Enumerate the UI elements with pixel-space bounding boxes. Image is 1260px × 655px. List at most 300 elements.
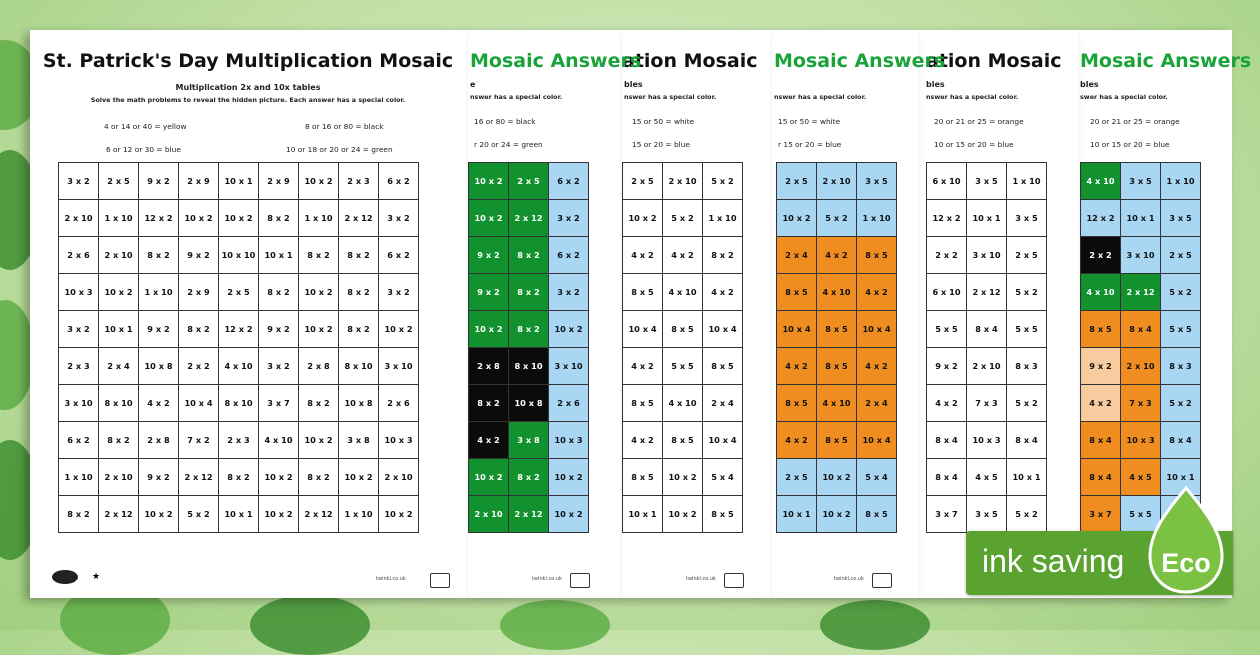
grid-cell: 10 x 2 bbox=[139, 496, 179, 533]
grid-cell: 2 x 8 bbox=[469, 348, 509, 385]
grid-row bbox=[59, 496, 419, 533]
grid-cell: 1 x 10 bbox=[59, 459, 99, 496]
grid-cell: 1 x 10 bbox=[703, 200, 743, 237]
grid-cell: 8 x 2 bbox=[299, 237, 339, 274]
grid-row bbox=[469, 348, 589, 385]
grid-cell: 2 x 10 bbox=[99, 237, 139, 274]
grid-cell: 10 x 1 bbox=[777, 496, 817, 533]
legend-item: 4 or 14 or 40 = yellow bbox=[104, 122, 187, 131]
legend-item: r 20 or 24 = green bbox=[474, 140, 543, 149]
grid-cell: 10 x 2 bbox=[469, 163, 509, 200]
grid-cell: 8 x 5 bbox=[663, 422, 703, 459]
grid-row bbox=[927, 237, 1047, 274]
grid-cell: 9 x 2 bbox=[179, 237, 219, 274]
grid-cell: 2 x 10 bbox=[817, 163, 857, 200]
grid-cell: 2 x 4 bbox=[777, 237, 817, 274]
grid-cell: 9 x 2 bbox=[1081, 348, 1121, 385]
grid-cell: 8 x 10 bbox=[339, 348, 379, 385]
grid-cell: 12 x 2 bbox=[1081, 200, 1121, 237]
sheet-instructions: Solve the math problems to reveal the hidden picture. Each answer has a special color. bbox=[90, 96, 406, 104]
grid-cell: 10 x 4 bbox=[857, 422, 897, 459]
grid-row bbox=[927, 496, 1047, 533]
grid-cell: 8 x 2 bbox=[299, 459, 339, 496]
answer-grid bbox=[468, 162, 589, 533]
grid-cell: 2 x 5 bbox=[623, 163, 663, 200]
grid-row bbox=[59, 200, 419, 237]
grid-cell: 4 x 10 bbox=[1081, 163, 1121, 200]
grid-row bbox=[777, 459, 897, 496]
grid-cell: 8 x 2 bbox=[299, 385, 339, 422]
grid-cell: 8 x 2 bbox=[259, 200, 299, 237]
sheet-footer: twinkl.co.uk bbox=[686, 576, 716, 582]
grid-cell: 2 x 12 bbox=[339, 200, 379, 237]
legend-item: 15 or 20 = blue bbox=[632, 140, 690, 149]
grid-row bbox=[927, 422, 1047, 459]
grid-cell: 8 x 2 bbox=[509, 459, 549, 496]
grid-cell: 10 x 2 bbox=[259, 496, 299, 533]
grid-cell: 8 x 2 bbox=[509, 237, 549, 274]
grid-cell: 10 x 2 bbox=[663, 496, 703, 533]
grid-row bbox=[1081, 163, 1201, 200]
eco-label: Eco bbox=[1161, 548, 1211, 578]
grid-cell: 4 x 2 bbox=[469, 422, 509, 459]
grid-cell: 3 x 5 bbox=[967, 496, 1007, 533]
grid-row bbox=[59, 385, 419, 422]
sheet-title: Mosaic Answers bbox=[470, 50, 642, 72]
ink-saving-label: ink saving bbox=[982, 543, 1125, 579]
grid-cell: 4 x 2 bbox=[857, 348, 897, 385]
grid-cell: 8 x 2 bbox=[99, 422, 139, 459]
grid-cell: 2 x 9 bbox=[259, 163, 299, 200]
grid-cell: 10 x 8 bbox=[509, 385, 549, 422]
grid-cell: 8 x 5 bbox=[777, 385, 817, 422]
grid-cell: 10 x 1 bbox=[219, 163, 259, 200]
grid-cell: 8 x 2 bbox=[703, 237, 743, 274]
grid-cell: 8 x 5 bbox=[703, 348, 743, 385]
grid-cell: 10 x 2 bbox=[817, 459, 857, 496]
grid-cell: 3 x 2 bbox=[379, 274, 419, 311]
grid-cell: 9 x 2 bbox=[139, 163, 179, 200]
grid-cell: 10 x 2 bbox=[219, 200, 259, 237]
grid-cell: 10 x 1 bbox=[1121, 200, 1161, 237]
grid-row bbox=[469, 274, 589, 311]
sheet-instructions: nswer has a special color. bbox=[624, 93, 717, 101]
grid-row bbox=[623, 274, 743, 311]
grid-cell: 10 x 2 bbox=[379, 311, 419, 348]
grid-row bbox=[1081, 200, 1201, 237]
sheet-title: Mosaic Answers bbox=[774, 50, 946, 72]
legend-item: 20 or 21 or 25 = orange bbox=[934, 117, 1024, 126]
grid-cell: 2 x 2 bbox=[1081, 237, 1121, 274]
grid-cell: 2 x 12 bbox=[299, 496, 339, 533]
grid-cell: 2 x 3 bbox=[339, 163, 379, 200]
grid-row bbox=[927, 163, 1047, 200]
grid-row bbox=[927, 200, 1047, 237]
grid-row bbox=[777, 348, 897, 385]
grid-cell: 10 x 4 bbox=[777, 311, 817, 348]
grid-cell: 10 x 2 bbox=[469, 311, 509, 348]
mosaic-grid bbox=[622, 162, 743, 533]
grid-cell: 8 x 2 bbox=[219, 459, 259, 496]
grid-cell: 8 x 5 bbox=[1081, 311, 1121, 348]
grid-cell: 2 x 5 bbox=[219, 274, 259, 311]
grid-cell: 4 x 5 bbox=[967, 459, 1007, 496]
grid-cell: 8 x 4 bbox=[1081, 422, 1121, 459]
grid-cell: 10 x 2 bbox=[623, 200, 663, 237]
grid-cell: 3 x 5 bbox=[1161, 200, 1201, 237]
grid-cell: 10 x 3 bbox=[379, 422, 419, 459]
grid-row bbox=[777, 274, 897, 311]
twinkl-logo-icon bbox=[570, 573, 590, 588]
grid-cell: 2 x 10 bbox=[1121, 348, 1161, 385]
grid-cell: 2 x 2 bbox=[179, 348, 219, 385]
grid-cell: 3 x 2 bbox=[259, 348, 299, 385]
grid-row bbox=[777, 496, 897, 533]
grid-cell: 3 x 5 bbox=[1007, 200, 1047, 237]
grid-cell: 5 x 4 bbox=[857, 459, 897, 496]
grid-cell: 8 x 2 bbox=[339, 274, 379, 311]
legend-item: 10 or 15 or 20 = blue bbox=[1090, 140, 1170, 149]
grid-cell: 8 x 10 bbox=[509, 348, 549, 385]
grid-row bbox=[777, 422, 897, 459]
grid-row bbox=[777, 237, 897, 274]
grid-cell: 8 x 4 bbox=[927, 422, 967, 459]
grid-cell: 10 x 1 bbox=[1161, 459, 1201, 496]
grid-cell: 10 x 1 bbox=[623, 496, 663, 533]
grid-cell: 10 x 8 bbox=[339, 385, 379, 422]
grid-cell: 8 x 5 bbox=[817, 348, 857, 385]
sheet-line: bles bbox=[1080, 80, 1099, 89]
grid-cell: 3 x 5 bbox=[857, 163, 897, 200]
grid-cell: 10 x 2 bbox=[549, 459, 589, 496]
grid-cell: 10 x 3 bbox=[967, 422, 1007, 459]
sheet-footer: twinkl.co.uk bbox=[532, 576, 562, 582]
grid-cell: 2 x 5 bbox=[1007, 237, 1047, 274]
grid-cell: 1 x 10 bbox=[139, 274, 179, 311]
grid-cell: 3 x 10 bbox=[549, 348, 589, 385]
grid-cell: 9 x 2 bbox=[927, 348, 967, 385]
grid-cell: 4 x 10 bbox=[817, 274, 857, 311]
legend-item: 15 or 50 = white bbox=[778, 117, 841, 126]
grid-row bbox=[777, 163, 897, 200]
grid-cell: 8 x 4 bbox=[1161, 422, 1201, 459]
grid-cell: 4 x 2 bbox=[817, 237, 857, 274]
grid-cell: 4 x 10 bbox=[663, 385, 703, 422]
grid-cell: 3 x 2 bbox=[549, 274, 589, 311]
grid-cell: 3 x 5 bbox=[967, 163, 1007, 200]
grid-cell: 2 x 6 bbox=[549, 385, 589, 422]
grid-cell: 7 x 3 bbox=[967, 385, 1007, 422]
grid-cell: 6 x 2 bbox=[379, 163, 419, 200]
grid-cell: 10 x 4 bbox=[179, 385, 219, 422]
sheet-title: ation Mosaic bbox=[926, 50, 1062, 72]
grid-cell: 2 x 4 bbox=[857, 385, 897, 422]
grid-cell: 2 x 5 bbox=[509, 163, 549, 200]
grid-cell: 8 x 5 bbox=[623, 385, 663, 422]
grid-cell: 2 x 12 bbox=[967, 274, 1007, 311]
grid-row bbox=[59, 311, 419, 348]
grid-row bbox=[777, 200, 897, 237]
grid-cell: 8 x 2 bbox=[509, 311, 549, 348]
grid-cell: 4 x 2 bbox=[857, 274, 897, 311]
grid-row bbox=[623, 385, 743, 422]
grid-cell: 2 x 12 bbox=[509, 200, 549, 237]
sheet-line: bles bbox=[624, 80, 643, 89]
grid-cell: 1 x 10 bbox=[1161, 163, 1201, 200]
grid-cell: 3 x 10 bbox=[379, 348, 419, 385]
grid-cell: 2 x 6 bbox=[59, 237, 99, 274]
mosaic-grid bbox=[58, 162, 419, 533]
grid-row bbox=[469, 385, 589, 422]
grid-cell: 9 x 2 bbox=[259, 311, 299, 348]
grid-cell: 1 x 10 bbox=[99, 200, 139, 237]
grid-cell: 2 x 10 bbox=[99, 459, 139, 496]
grid-cell: 2 x 12 bbox=[99, 496, 139, 533]
twinkl-logo-icon bbox=[52, 570, 78, 584]
grid-cell: 1 x 10 bbox=[299, 200, 339, 237]
grid-row bbox=[1081, 311, 1201, 348]
grid-row bbox=[623, 422, 743, 459]
grid-cell: 4 x 10 bbox=[219, 348, 259, 385]
grid-cell: 4 x 2 bbox=[663, 237, 703, 274]
legend-item: 10 or 18 or 20 or 24 = green bbox=[286, 145, 393, 154]
grid-cell: 8 x 3 bbox=[1007, 348, 1047, 385]
grid-cell: 5 x 5 bbox=[663, 348, 703, 385]
grid-cell: 10 x 2 bbox=[259, 459, 299, 496]
grid-cell: 3 x 2 bbox=[59, 163, 99, 200]
grid-cell: 2 x 5 bbox=[777, 459, 817, 496]
grid-cell: 4 x 2 bbox=[927, 385, 967, 422]
star-icon: ★ bbox=[92, 572, 101, 582]
grid-cell: 12 x 2 bbox=[927, 200, 967, 237]
grid-cell: 2 x 4 bbox=[99, 348, 139, 385]
grid-cell: 4 x 2 bbox=[703, 274, 743, 311]
grid-cell: 10 x 1 bbox=[967, 200, 1007, 237]
eco-leaf-icon bbox=[1148, 486, 1224, 596]
grid-cell: 10 x 10 bbox=[219, 237, 259, 274]
grid-cell: 10 x 2 bbox=[379, 496, 419, 533]
grid-cell: 8 x 5 bbox=[817, 422, 857, 459]
grid-row bbox=[1081, 274, 1201, 311]
sheet-instructions: nswer has a special color. bbox=[774, 93, 867, 101]
grid-cell: 8 x 4 bbox=[927, 459, 967, 496]
grid-cell: 4 x 2 bbox=[623, 422, 663, 459]
grid-row bbox=[623, 163, 743, 200]
grid-row bbox=[623, 459, 743, 496]
grid-row bbox=[59, 422, 419, 459]
grid-cell: 10 x 2 bbox=[549, 496, 589, 533]
worksheet-front bbox=[30, 30, 466, 598]
grid-cell: 8 x 5 bbox=[857, 237, 897, 274]
grid-cell: 2 x 3 bbox=[219, 422, 259, 459]
grid-cell: 12 x 2 bbox=[219, 311, 259, 348]
grid-cell: 4 x 2 bbox=[1081, 385, 1121, 422]
grid-cell: 5 x 5 bbox=[927, 311, 967, 348]
grid-cell: 9 x 2 bbox=[469, 237, 509, 274]
grid-cell: 3 x 2 bbox=[549, 200, 589, 237]
grid-cell: 1 x 10 bbox=[857, 200, 897, 237]
grid-cell: 10 x 4 bbox=[623, 311, 663, 348]
grid-cell: 3 x 7 bbox=[1081, 496, 1121, 533]
grid-cell: 3 x 2 bbox=[379, 200, 419, 237]
grid-cell: 8 x 3 bbox=[1161, 348, 1201, 385]
grid-cell: 9 x 2 bbox=[139, 311, 179, 348]
grid-cell: 10 x 2 bbox=[549, 311, 589, 348]
grid-cell: 5 x 2 bbox=[1007, 385, 1047, 422]
grid-cell: 8 x 5 bbox=[703, 496, 743, 533]
grid-cell: 6 x 10 bbox=[927, 163, 967, 200]
grid-row bbox=[927, 274, 1047, 311]
grid-row bbox=[623, 496, 743, 533]
grid-cell: 8 x 2 bbox=[59, 496, 99, 533]
grid-cell: 10 x 2 bbox=[299, 311, 339, 348]
grid-cell: 12 x 2 bbox=[139, 200, 179, 237]
grid-row bbox=[777, 385, 897, 422]
grid-cell: 5 x 2 bbox=[1007, 274, 1047, 311]
grid-row bbox=[1081, 422, 1201, 459]
grid-cell: 7 x 2 bbox=[179, 422, 219, 459]
grid-cell: 8 x 5 bbox=[857, 496, 897, 533]
grid-cell: 3 x 7 bbox=[259, 385, 299, 422]
grid-row bbox=[469, 496, 589, 533]
grid-cell: 6 x 10 bbox=[927, 274, 967, 311]
grid-cell: 8 x 2 bbox=[179, 311, 219, 348]
grid-cell: 5 x 5 bbox=[1121, 496, 1161, 533]
grid-cell: 8 x 5 bbox=[817, 311, 857, 348]
worksheet-2 bbox=[620, 30, 770, 598]
grid-row bbox=[469, 237, 589, 274]
grid-cell: 2 x 12 bbox=[1121, 274, 1161, 311]
sheet-footer: twinkl.co.uk bbox=[376, 576, 406, 582]
legend-item: 15 or 50 = white bbox=[632, 117, 695, 126]
grid-cell: 8 x 4 bbox=[967, 311, 1007, 348]
grid-cell: 1 x 10 bbox=[1007, 163, 1047, 200]
grid-cell: 5 x 2 bbox=[817, 200, 857, 237]
sheet-instructions: nswer has a special color. bbox=[470, 93, 563, 101]
grid-row bbox=[927, 311, 1047, 348]
grid-cell: 10 x 3 bbox=[59, 274, 99, 311]
shamrock-leaf bbox=[820, 600, 930, 650]
shamrock-leaf bbox=[250, 595, 370, 655]
grid-cell: 8 x 2 bbox=[509, 274, 549, 311]
grid-cell: 6 x 2 bbox=[59, 422, 99, 459]
grid-cell: 3 x 2 bbox=[59, 311, 99, 348]
grid-cell: 10 x 2 bbox=[299, 163, 339, 200]
grid-row bbox=[469, 200, 589, 237]
sheet-footer: twinkl.co.uk bbox=[834, 576, 864, 582]
grid-cell: 2 x 5 bbox=[1161, 237, 1201, 274]
grid-cell: 3 x 8 bbox=[339, 422, 379, 459]
legend-item: 6 or 12 or 30 = blue bbox=[106, 145, 181, 154]
grid-cell: 2 x 10 bbox=[663, 163, 703, 200]
sheet-instructions: swer has a special color. bbox=[1080, 93, 1168, 101]
grid-row bbox=[469, 422, 589, 459]
grid-cell: 8 x 10 bbox=[99, 385, 139, 422]
grid-row bbox=[927, 348, 1047, 385]
grid-row bbox=[59, 163, 419, 200]
grid-cell: 8 x 5 bbox=[623, 459, 663, 496]
grid-cell: 8 x 5 bbox=[777, 274, 817, 311]
grid-cell: 1 x 10 bbox=[339, 496, 379, 533]
grid-cell: 8 x 2 bbox=[469, 385, 509, 422]
grid-cell: 10 x 2 bbox=[817, 496, 857, 533]
grid-cell: 5 x 4 bbox=[703, 459, 743, 496]
grid-cell: 8 x 2 bbox=[339, 311, 379, 348]
grid-cell: 6 x 2 bbox=[549, 237, 589, 274]
twinkl-logo-icon bbox=[872, 573, 892, 588]
grid-cell: 2 x 9 bbox=[179, 274, 219, 311]
grid-cell: 10 x 4 bbox=[703, 422, 743, 459]
grid-cell: 2 x 10 bbox=[967, 348, 1007, 385]
sheet-line: e bbox=[470, 80, 476, 89]
grid-cell: 5 x 2 bbox=[1007, 496, 1047, 533]
grid-cell: 3 x 8 bbox=[509, 422, 549, 459]
grid-cell: 5 x 2 bbox=[1161, 274, 1201, 311]
shamrock-leaf bbox=[500, 600, 610, 650]
grid-cell: 10 x 3 bbox=[549, 422, 589, 459]
grid-cell: 7 x 3 bbox=[1121, 385, 1161, 422]
grid-cell: 8 x 4 bbox=[1007, 422, 1047, 459]
grid-cell: 10 x 1 bbox=[1007, 459, 1047, 496]
grid-cell: 3 x 10 bbox=[967, 237, 1007, 274]
grid-cell: 6 x 2 bbox=[549, 163, 589, 200]
grid-row bbox=[1081, 348, 1201, 385]
grid-cell: 10 x 2 bbox=[469, 459, 509, 496]
grid-cell: 3 x 5 bbox=[1121, 163, 1161, 200]
grid-cell: 4 x 10 bbox=[817, 385, 857, 422]
grid-cell: 4 x 2 bbox=[623, 237, 663, 274]
grid-row bbox=[59, 459, 419, 496]
legend-item: 8 or 16 or 80 = black bbox=[305, 122, 384, 131]
grid-cell: 8 x 4 bbox=[1081, 459, 1121, 496]
grid-cell: 10 x 1 bbox=[219, 496, 259, 533]
grid-cell: 4 x 5 bbox=[1121, 459, 1161, 496]
grid-cell: 10 x 2 bbox=[299, 274, 339, 311]
grid-cell: 2 x 4 bbox=[703, 385, 743, 422]
grid-cell: 4 x 2 bbox=[777, 422, 817, 459]
grid-row bbox=[927, 385, 1047, 422]
grid-row bbox=[927, 459, 1047, 496]
grid-cell: 2 x 10 bbox=[59, 200, 99, 237]
grid-cell: 10 x 1 bbox=[259, 237, 299, 274]
grid-cell: 10 x 2 bbox=[299, 422, 339, 459]
grid-cell: 4 x 2 bbox=[777, 348, 817, 385]
answer-grid bbox=[776, 162, 897, 533]
grid-cell: 2 x 6 bbox=[379, 385, 419, 422]
grid-row bbox=[469, 459, 589, 496]
grid-cell: 8 x 10 bbox=[219, 385, 259, 422]
grid-row bbox=[623, 348, 743, 385]
grid-cell: 8 x 5 bbox=[623, 274, 663, 311]
sheet-instructions: nswer has a special color. bbox=[926, 93, 1019, 101]
grid-cell: 10 x 2 bbox=[339, 459, 379, 496]
sheet-title: St. Patrick's Day Multiplication Mosaic bbox=[42, 50, 454, 72]
grid-cell: 2 x 8 bbox=[299, 348, 339, 385]
grid-cell: 10 x 2 bbox=[179, 200, 219, 237]
grid-cell: 2 x 10 bbox=[469, 496, 509, 533]
grid-cell: 5 x 2 bbox=[1161, 385, 1201, 422]
grid-cell: 4 x 2 bbox=[623, 348, 663, 385]
grid-cell: 2 x 5 bbox=[99, 163, 139, 200]
grid-row bbox=[59, 348, 419, 385]
grid-cell: 3 x 10 bbox=[1121, 237, 1161, 274]
grid-cell: 8 x 5 bbox=[663, 311, 703, 348]
legend-item: r 15 or 20 = blue bbox=[778, 140, 842, 149]
grid-cell: 5 x 5 bbox=[1007, 311, 1047, 348]
grid-cell: 10 x 1 bbox=[99, 311, 139, 348]
legend-item: 20 or 21 or 25 = orange bbox=[1090, 117, 1180, 126]
sheet-subtitle: Multiplication 2x and 10x tables bbox=[175, 83, 321, 92]
